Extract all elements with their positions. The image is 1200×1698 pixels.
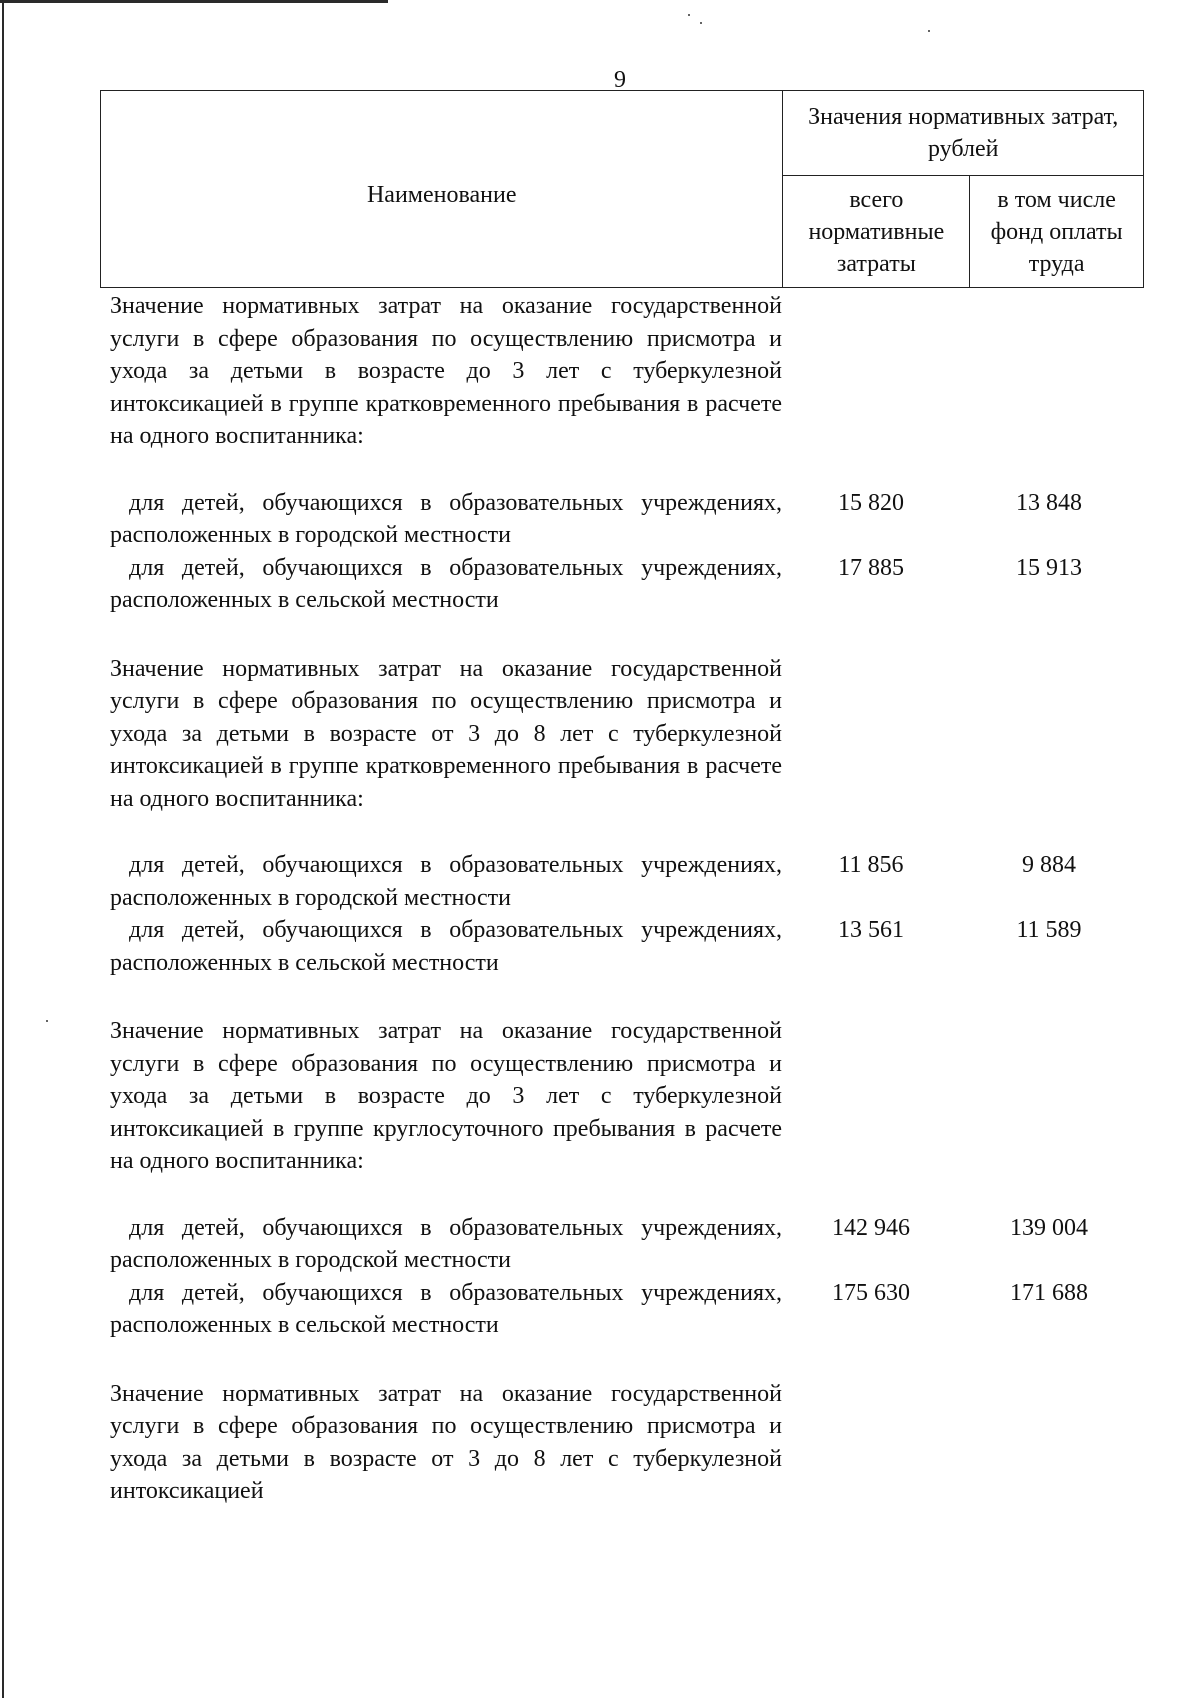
section-intro-text: Значение нормативных затрат на оказание государственной услуги в сфере образования по осуществлению присмотра и ухода за детьми в возрасте до 3 лет с туберкулезной интоксикацией в группе кратковременного пребывания в расчете на одного воспитанника: <box>110 293 782 449</box>
row-label: для детей, обучающихся в образовательных учреждениях, расположенных в городской местности <box>110 489 782 548</box>
row-total-value: 175 630 <box>832 1279 910 1306</box>
header-name-cell: Наименование <box>101 91 783 288</box>
row-wage-value: 171 688 <box>1010 1279 1088 1306</box>
row-label: для детей, обучающихся в образовательных учреждениях, расположенных в городской местности <box>110 852 782 911</box>
scan-speck <box>928 30 930 32</box>
row-wage-value: 11 589 <box>1016 917 1082 943</box>
header-values-cell: Значения нормативных затрат, рублей <box>783 91 1144 176</box>
section-intro-text: Значение нормативных затрат на оказание государственной услуги в сфере образования по осуществлению присмотра и ухода за детьми в возрасте от 3 до 8 лет с туберкулезной интоксикацией в группе кратковременного пребывания в расчете на одного воспитанника: <box>110 655 782 812</box>
row-wage-value: 15 913 <box>1016 554 1082 581</box>
row-total-value: 13 561 <box>838 917 904 943</box>
scan-speck <box>688 14 690 16</box>
row-total-value: 15 820 <box>838 489 904 516</box>
page-number: 9 <box>614 67 626 93</box>
table-row <box>110 552 1150 617</box>
row-label: для детей, обучающихся в образовательных учреждениях, расположенных в городской местности <box>110 1214 782 1273</box>
scan-speck <box>46 1020 48 1022</box>
scan-edge-top <box>0 0 388 3</box>
section-intro <box>110 653 1150 816</box>
row-total-value: 17 885 <box>838 554 904 581</box>
table-row <box>110 849 1150 914</box>
row-label: для детей, обучающихся в образовательных учреждениях, расположенных в сельской местности <box>110 917 782 976</box>
table-body <box>110 290 1150 1508</box>
table-row <box>110 1277 1150 1342</box>
table-header <box>100 90 1144 288</box>
section-intro-text: Значение нормативных затрат на оказание государственной услуги в сфере образования по осуществлению присмотра и ухода за детьми в возрасте до 3 лет с туберкулезной интоксикацией в группе круглосуточного пребывания в расчете на одного воспитанника: <box>110 1018 782 1174</box>
row-wage-value: 139 004 <box>1010 1214 1088 1241</box>
section-intro <box>110 290 1150 453</box>
row-label: для детей, обучающихся в образовательных учреждениях, расположенных в сельской местности <box>110 1279 782 1338</box>
row-wage-value: 9 884 <box>1022 852 1076 878</box>
row-total-value: 11 856 <box>838 852 904 878</box>
header-total-cell: всего нормативные затраты <box>783 176 970 288</box>
section-intro-text: Значение нормативных затрат на оказание государственной услуги в сфере образования по осуществлению присмотра и ухода за детьми в возрасте от 3 до 8 лет с туберкулезной интоксикацией <box>110 1380 782 1504</box>
row-label: для детей, обучающихся в образовательных учреждениях, расположенных в сельской местности <box>110 554 782 613</box>
scan-speck <box>700 22 702 24</box>
section-intro <box>110 1015 1150 1178</box>
header-wage-cell: в том числе фонд оплаты труда <box>970 176 1144 288</box>
table-row <box>110 1212 1150 1277</box>
scan-edge-left <box>2 0 4 1698</box>
row-wage-value: 13 848 <box>1016 489 1082 516</box>
table-row <box>110 487 1150 552</box>
table-row <box>110 914 1150 979</box>
row-total-value: 142 946 <box>832 1214 910 1241</box>
section-intro <box>110 1378 1150 1508</box>
